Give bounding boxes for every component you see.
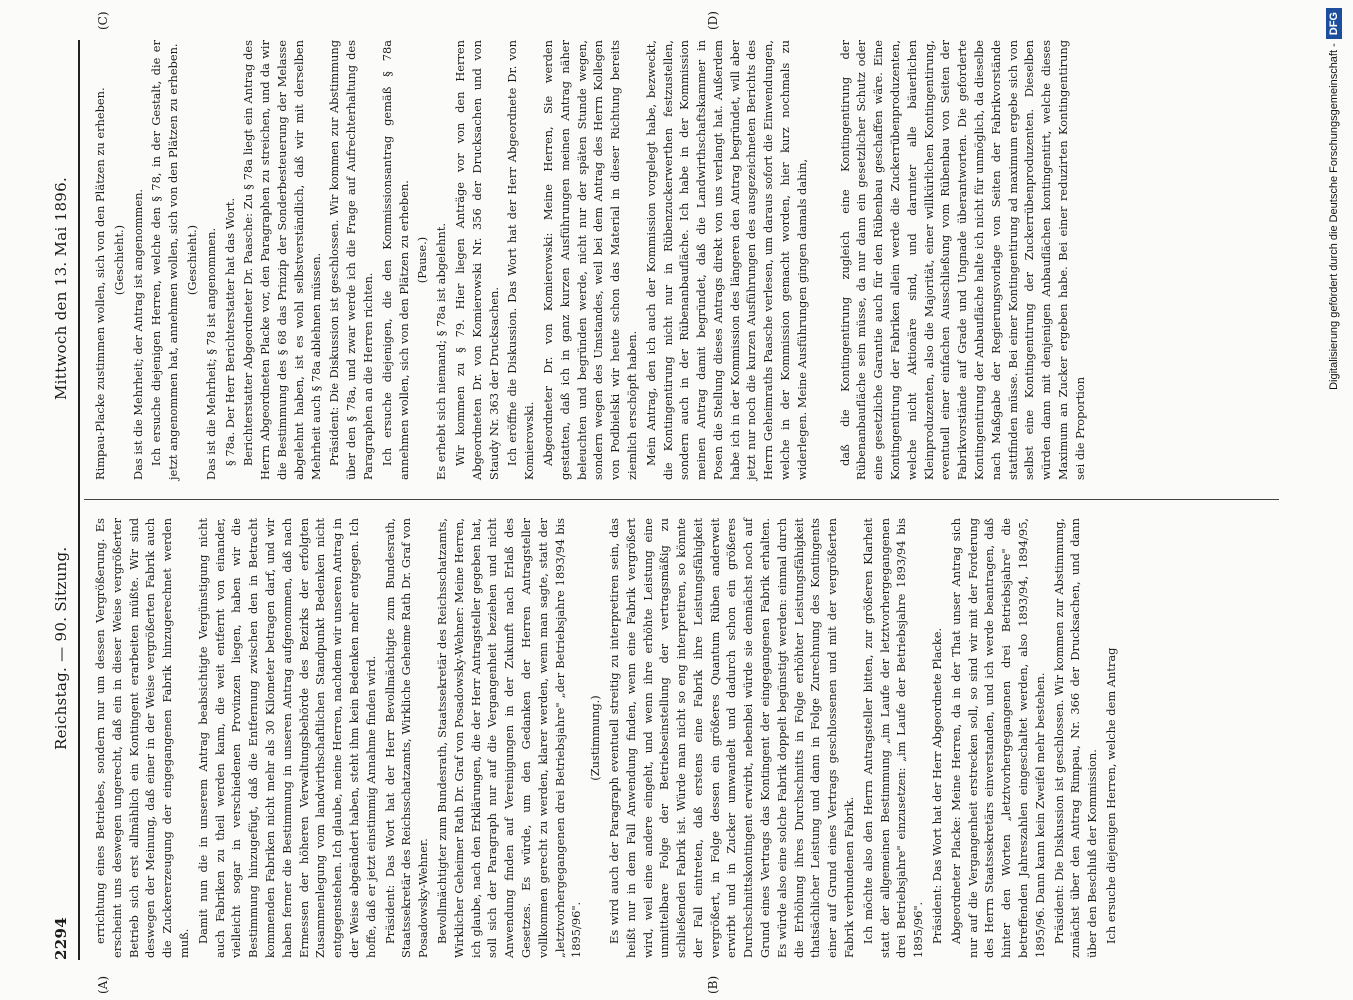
credit-text: Digitalisierung gefördert durch die Deutsche Forschungsgemeinschaft - bbox=[1328, 43, 1340, 390]
digitization-credit bbox=[1318, 8, 1350, 992]
margin-marker-a: (A) bbox=[96, 975, 110, 994]
paragraph: Das ist die Mehrheit; der Antrag ist angenommen. bbox=[130, 188, 145, 480]
header-rule bbox=[78, 40, 80, 960]
paragraph: Rimpau-Placke zustimmen wollen, sich von den Plätzen zu erheben. bbox=[93, 87, 107, 480]
margin-marker-d: (D) bbox=[706, 11, 720, 30]
column-divider bbox=[84, 499, 1279, 500]
paragraph: Ich eröffne die Diskussion. Das Wort hat der Herr Abgeordnete Dr. von Komierowski. bbox=[505, 40, 537, 480]
paragraph: Berichterstatter Abgeordneter Dr. Paasche: Zu § 78a liegt ein Antrag des Herrn Abgeordneten Placke vor, den Paragraphen zu streichen, und da wir die Bestimmung des § 68 das Prinzip der Sonderbesteuerung der Melasse abgelehnt haben, ist es wohl selbstverständlich, daß wir mit derselben Mehrheit auch § 78a ablehnen müssen. bbox=[241, 40, 323, 480]
paragraph: Mein Antrag, den ich auch der Kommission vorgelegt habe, bezweckt, die Kontingentirung nicht nur in Rübenzuckerwerthen festzustellen, sondern auch in der Rübenanbaufläche. Ich habe in der Kommission meinen Antrag damit begründet, daß die Landwirthschaftskammer in Posen die Stellung dieses Antrags direkt von uns verlangt hat. Außerdem habe ich in der Kommission des längeren den Antrag begründet, will aber jetzt nur noch die kurzen Ausführungen des ausgezeichneten Berichts des Herrn Geheimraths Paasche verlesen, um daraus sofort die Einwendungen, welche in der Kommission gemacht worden, hier kurz nochmals zu widerlegen. Meine Ausführungen gingen damals dahin, bbox=[643, 40, 809, 480]
page-number: 2294 bbox=[52, 917, 70, 960]
paragraph: Präsident: Das Wort hat der Herr Bevollmächtigte zum Bundesrath, Staatssekretär des Reichsschatzamts, Wirkliche Geheime Rath Dr. Graf von Posadowsky-Wehner. bbox=[382, 518, 431, 958]
paragraph: Ich möchte also den Herrn Antragsteller bitten, zur größeren Klarheit statt der allgemeinen Bestimmung „im Laufe der letztvorhergegangenen drei Betriebsjahre" einzusetzen: „im Laufe der Betriebsjahre 1893/94 bis 1895/96". bbox=[860, 518, 926, 958]
paragraph: Ich ersuche diejenigen, die den Kommissionsantrag gemäß § 78a annehmen wollen, sich von den Plätzen zu erheben. bbox=[379, 40, 411, 480]
margin-marker-c: (C) bbox=[96, 11, 110, 30]
right-column bbox=[92, 40, 1091, 480]
paragraph: Es erhebt sich niemand; § 78a ist abgelehnt. bbox=[434, 222, 449, 480]
left-column bbox=[92, 518, 1122, 958]
header-date: Mittwoch den 13. Mai 1896. bbox=[52, 176, 70, 400]
paragraph: Präsident: Das Wort hat der Herr Abgeordnete Placke. bbox=[930, 627, 945, 944]
paragraph: Das ist die Mehrheit; § 78 ist angenommen. bbox=[203, 227, 218, 480]
paragraph: (Pause.) bbox=[415, 236, 430, 284]
paragraph: Wir kommen zu § 79. Hier liegen Anträge vor von den Herren Abgeordneten Dr. von Komierowski Nr. 356 der Drucksachen und von Staudy Nr. 363 der Drucksachen. bbox=[452, 40, 501, 480]
paragraph: Ich ersuche diejenigen Herren, welche den § 78, in der Gestalt, die er jetzt angenommen hat, annehmen wollen, sich von den Plätzen zu erheben. bbox=[149, 40, 181, 480]
paragraph: Damit nun die in unserem Antrag beabsichtigte Vergünstigung nicht auch Fabriken zu theil werden kann, die weit entfernt von einander, vielleicht sogar in verschiedenen Provinzen liegen, haben wir die Bestimmung hinzugefügt, daß die Entfernung zwischen den in Betracht kommenden Fabriken nicht mehr als 30 Kilometer betragen darf, und wir haben ferner die Bestimmung in unseren Antrag aufgenommen, daß nach Ermessen der höheren Verwaltungsbehörde des Bezirks der erfolgten Zusammenlegung vom landwirthschaftlichen Standpunkt Bedenken nicht entgegenstehen. Ich glaube, meine Herren, nachdem wir unseren Antrag in der Weise abgeändert haben, steht ihm kein Bedenken mehr entgegen. Ich hoffe, daß er jetzt einstimmig Annahme finden wird. bbox=[195, 518, 378, 958]
paragraph: errichtung eines Betriebes, sondern nur um dessen Vergrößerung. Es erscheint uns deswegen ungerecht, daß ein in dieser Weise vergrößerter Betrieb sich erst allmählich ein Kontingent erarbeiten müßte. Wir sind deswegen der Meinung, daß einer in der Weise vergrößerten Fabrik auch die Zuckererzeugung der eingegangenen Fabrik hinzugerechnet werden muß. bbox=[93, 518, 191, 958]
paragraph: Präsident: Die Diskussion ist geschlossen. Wir kommen zur Abstimmung über den § 78a, und zwar werde ich die Frage auf Aufrechterhaltung des Paragraphen an die Herren richten. bbox=[327, 40, 375, 480]
running-header bbox=[48, 40, 76, 960]
paragraph: Präsident: Die Diskussion ist geschlossen. Wir kommen zur Abstimmung, zunächst über den Antrag Rimpau, Nr. 366 der Drucksachen, und dann über den Beschluß der Kommission. bbox=[1051, 518, 1100, 958]
paragraph: Bevollmächtigter zum Bundesrath, Staatssekretär des Reichsschatzamts, Wirklicher Geheimer Rath Dr. Graf von Posadowsky-Wehner: Meine Herren, ich glaube, nach den Erklärungen, die der Herr Antragsteller gegeben hat, soll sich der Paragraph nur auf die Vergangenheit beziehen und nicht Anwendung finden auf Vereinigungen in der Zukunft nach Erlaß des Gesetzes. Es würde, um den Gedanken der Herren Antragsteller vollkommen gerecht zu werden, klarer werden, wenn man sagte, statt der „letztvorhergegangenen drei Betriebsjahre" „der Betriebsjahre 1893/94 bis 1895/96". bbox=[434, 518, 584, 958]
paragraph: Es wird auch der Paragraph eventuell streitig zu interpretiren sein, das heißt nur in dem Fall Anwendung finden, wenn eine Fabrik vergrößert wird, weil eine andere eingeht, und wenn ihre erhöhte Leistung eine unmittelbare Folge der Betriebseinstellung der vertragsmäßig zu schließenden Fabrik ist. Würde man nicht so eng interpretiren, so könnte der Fall eintreten, daß erstens eine Fabrik ihre Leistungsfähigkeit vergrößert, in Folge dessen ein größeres Quantum Rüben anderweit erwirbt und in Zucker umwandelt und dadurch schon ein größeres Durchschnittskontingent erwirbt, nebenbei würde sie dennächst noch auf Grund eines Vertrags das Kontingent der eingegangenen Fabrik erhalten. Es würde also eine solche Fabrik doppelt begünstigt werden: einmal durch die Erhöhung ihres Durchschnitts in Folge erhöhter Leistungsfähigkeit thatsächlicher Leistung und dann in Folge Zurechnung des Kontingents einer auf Grund eines Vertrags geschlossenen und mit der vergrößerten Fabrik verbundenen Fabrik. bbox=[606, 518, 857, 958]
paragraph: daß die Kontingentirung zugleich eine Kontingentirung der Rübenanbaufläche sein müsse, da nur dann ein gesetzlicher Schutz oder eine gesetzliche Garantie auch für den Rübenbau geschaffen wäre. Eine Kontingentirung der Fabriken allein werde die Zuckerrübenproduzenten, welche nicht Aktionäre sind, und darunter alle bäuerlichen Kleinproduzenten, also die Majorität, einer willkürlichen Kontingentirung, eventuell einer einfachen Ausschließung vom Rübenbau von Seiten der Fabrikvorstände auf Grade und Ungnade überantworten. Die geforderte Kontingentirung der Anbaufläche halte ich nicht für unmöglich, da dieselbe nach Maßgabe der Regierungsvorlage von Seiten der Fabrikvorstände stattfinden müsse. Bei einer Kontingentirung ad maximum ergebe sich von selbst eine Kontingentirung der Zuckerrübenproduzenten. Dieselben würden dann mit denjenigen Anbauflächen kontingentirt, welche dieses Maximum an Zucker ergeben habe. Bei einer reduzirten Kontingentirung sei die Proportion bbox=[837, 40, 1087, 480]
paragraph: Ich ersuche diejenigen Herren, welche dem Antrag bbox=[1104, 647, 1119, 944]
margin-marker-b: (B) bbox=[706, 975, 720, 994]
paragraph: Abgeordneter Placke: Meine Herren, da in der That unser Antrag sich nur auf die Vergangenheit erstrecken soll, so sind wir mit der Forderung des Herrn Staatssekretärs einverstanden, und ich werde beantragen, daß hinter den Worten „letztvorhergegangenen drei Betriebsjahre" die betreffenden Jahreszahlen eingeschaltet werden, also 1893/94, 1894/95, 1895/96. Dann kann kein Zweifel mehr bestehen. bbox=[948, 518, 1047, 958]
paragraph: Abgeordneter Dr. von Komierowski: Meine Herren, Sie werden gestatten, daß ich in ganz kurzen Ausführungen meinen Antrag näher beleuchten und begründen werde, nicht nur der späten Stunde wegen, sondern wegen des Umstandes, weil bei dem Antrag des Herrn Kollegen von Podbielski wir heute schon das Material in dieser Richtung bereits ziemlich erschöpft haben. bbox=[540, 40, 639, 480]
paragraph: (Zustimmung.) bbox=[588, 695, 603, 781]
paragraph: (Geschieht.) bbox=[111, 224, 126, 296]
dfg-logo: DFG bbox=[1326, 8, 1342, 39]
header-session: Reichstag. — 90. Sitzung. bbox=[52, 546, 70, 750]
paragraph: § 78a. Der Herr Berichterstatter hat das Wort. bbox=[222, 197, 237, 466]
paragraph: (Geschieht.) bbox=[184, 224, 199, 296]
